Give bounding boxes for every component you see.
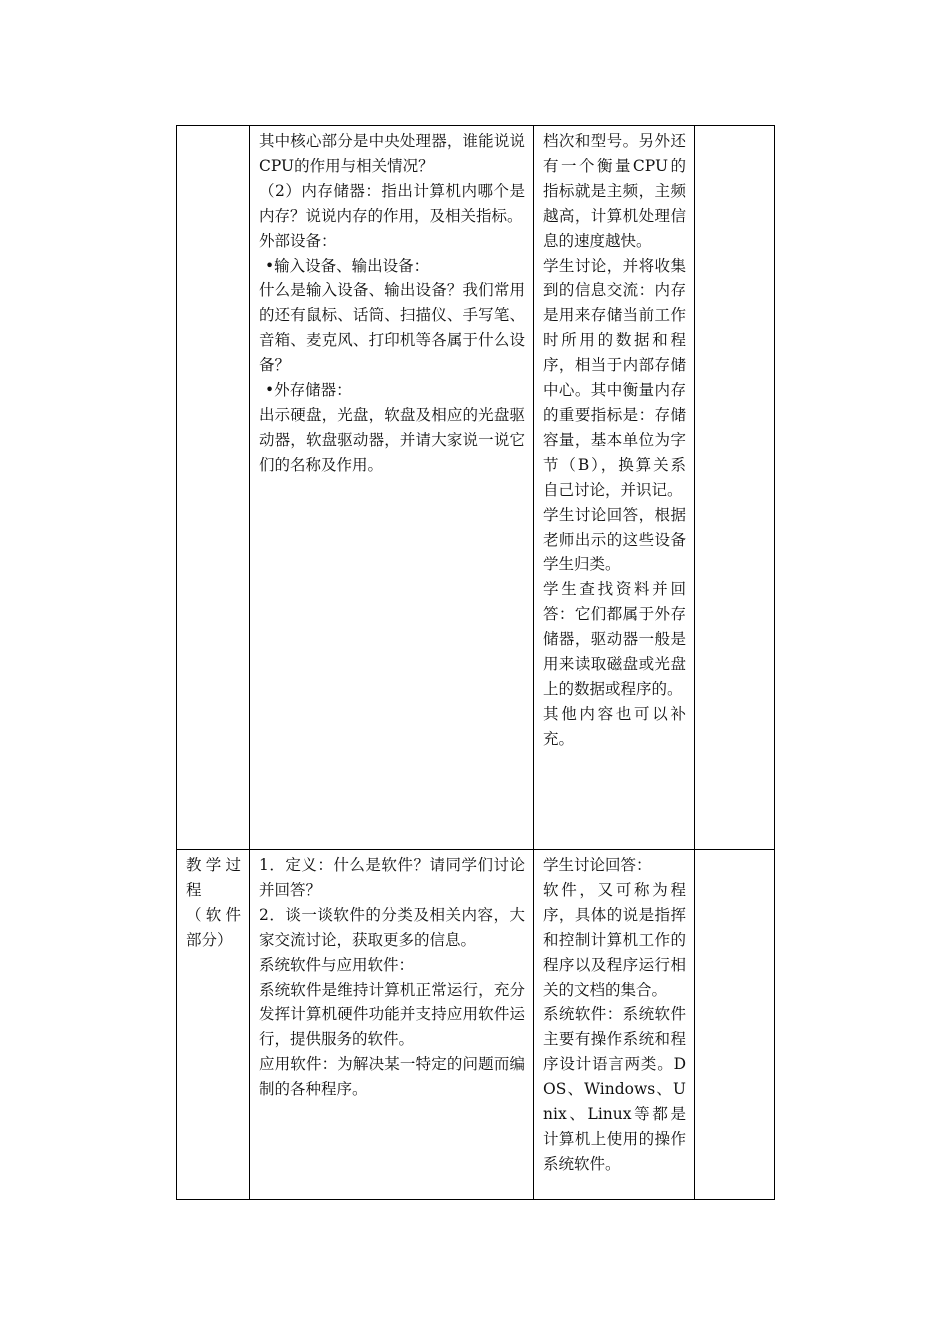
lesson-plan-table — [176, 125, 775, 1200]
teacher-text: 外部设备： — [259, 231, 337, 250]
student-text: 软件，又可称为程序，具体的说是指挥和控制计算机工作的程序以及程序运行相关的文档的集合。 — [543, 880, 686, 999]
teacher-text: 2．谈一谈软件的分类及相关内容，大家交流讨论，获取更多的信息。 — [259, 905, 525, 949]
teacher-text: 什么是输入设备、输出设备？我们常用的还有鼠标、话筒、扫描仪、手写笔、音箱、麦克风、打印机等各属于什么设备？ — [259, 281, 525, 375]
teacher-text: （2）内存储器：指出计算机内哪个是内存？说说内存的作用，及相关指标。 — [259, 181, 525, 225]
student-text: 系统软件：系统软件主要有操作系统和程序设计语言两类。DOS、Windows、Unix、Linux等都是计算机上使用的操作系统软件。 — [543, 1005, 686, 1173]
teacher-text: 其中核心部分是中央处理器，谁能说说CPU的作用与相关情况？ — [259, 132, 525, 175]
teacher-text: 出示硬盘，光盘，软盘及相应的光盘驱动器，软盘驱动器，并请大家说一说它们的名称及作用。 — [259, 405, 525, 474]
student-text: 学生查找资料并回答：它们都属于外存储器，驱动器一般是用来读取磁盘或光盘上的数据或程序的。 — [543, 580, 686, 698]
table-row — [177, 126, 775, 850]
student-text: 学生讨论回答： — [543, 856, 652, 874]
table-row — [177, 850, 775, 1200]
student-text: 档次和型号。另外还有一个衡量CPU的指标就是主频，主频越高，计算机处理信息的速度越快。 — [543, 132, 686, 250]
notes-cell — [695, 850, 775, 1200]
teacher-activity-cell — [250, 126, 534, 850]
student-text: 学生讨论，并将收集到的信息交流：内存是用来存储当前工作时所用的数据和程序，相当于内部存储中心。其中衡量内存的重要指标是：存储容量，基本单位为字节（B），换算关系自己讨论，并识记。 — [543, 256, 686, 499]
student-activity-cell — [534, 850, 695, 1200]
teacher-text: 1．定义：什么是软件？请同学们讨论并回答？ — [259, 856, 525, 899]
stage-cell — [177, 850, 250, 1200]
teacher-text: 应用软件：为解决某一特定的问题而编制的各种程序。 — [259, 1055, 525, 1099]
teacher-text: 系统软件与应用软件： — [259, 955, 415, 974]
stage-cell — [177, 126, 250, 850]
notes-cell — [695, 126, 775, 850]
student-text: 学生讨论回答，根据老师出示的这些设备学生归类。 — [543, 505, 686, 574]
teacher-activity-cell — [250, 850, 534, 1200]
teacher-bullet: •外存储器： — [265, 381, 352, 400]
teacher-text: 系统软件是维持计算机正常运行，充分发挥计算机硬件功能并支持应用软件运行，提供服务的软件。 — [259, 980, 525, 1049]
student-text: 其他内容也可以补充。 — [543, 704, 686, 748]
teacher-bullet: •输入设备、输出设备： — [265, 256, 430, 275]
student-activity-cell — [534, 126, 695, 850]
stage-label: 教学过程 — [186, 856, 241, 899]
stage-sublabel: （软件部分） — [186, 905, 241, 949]
